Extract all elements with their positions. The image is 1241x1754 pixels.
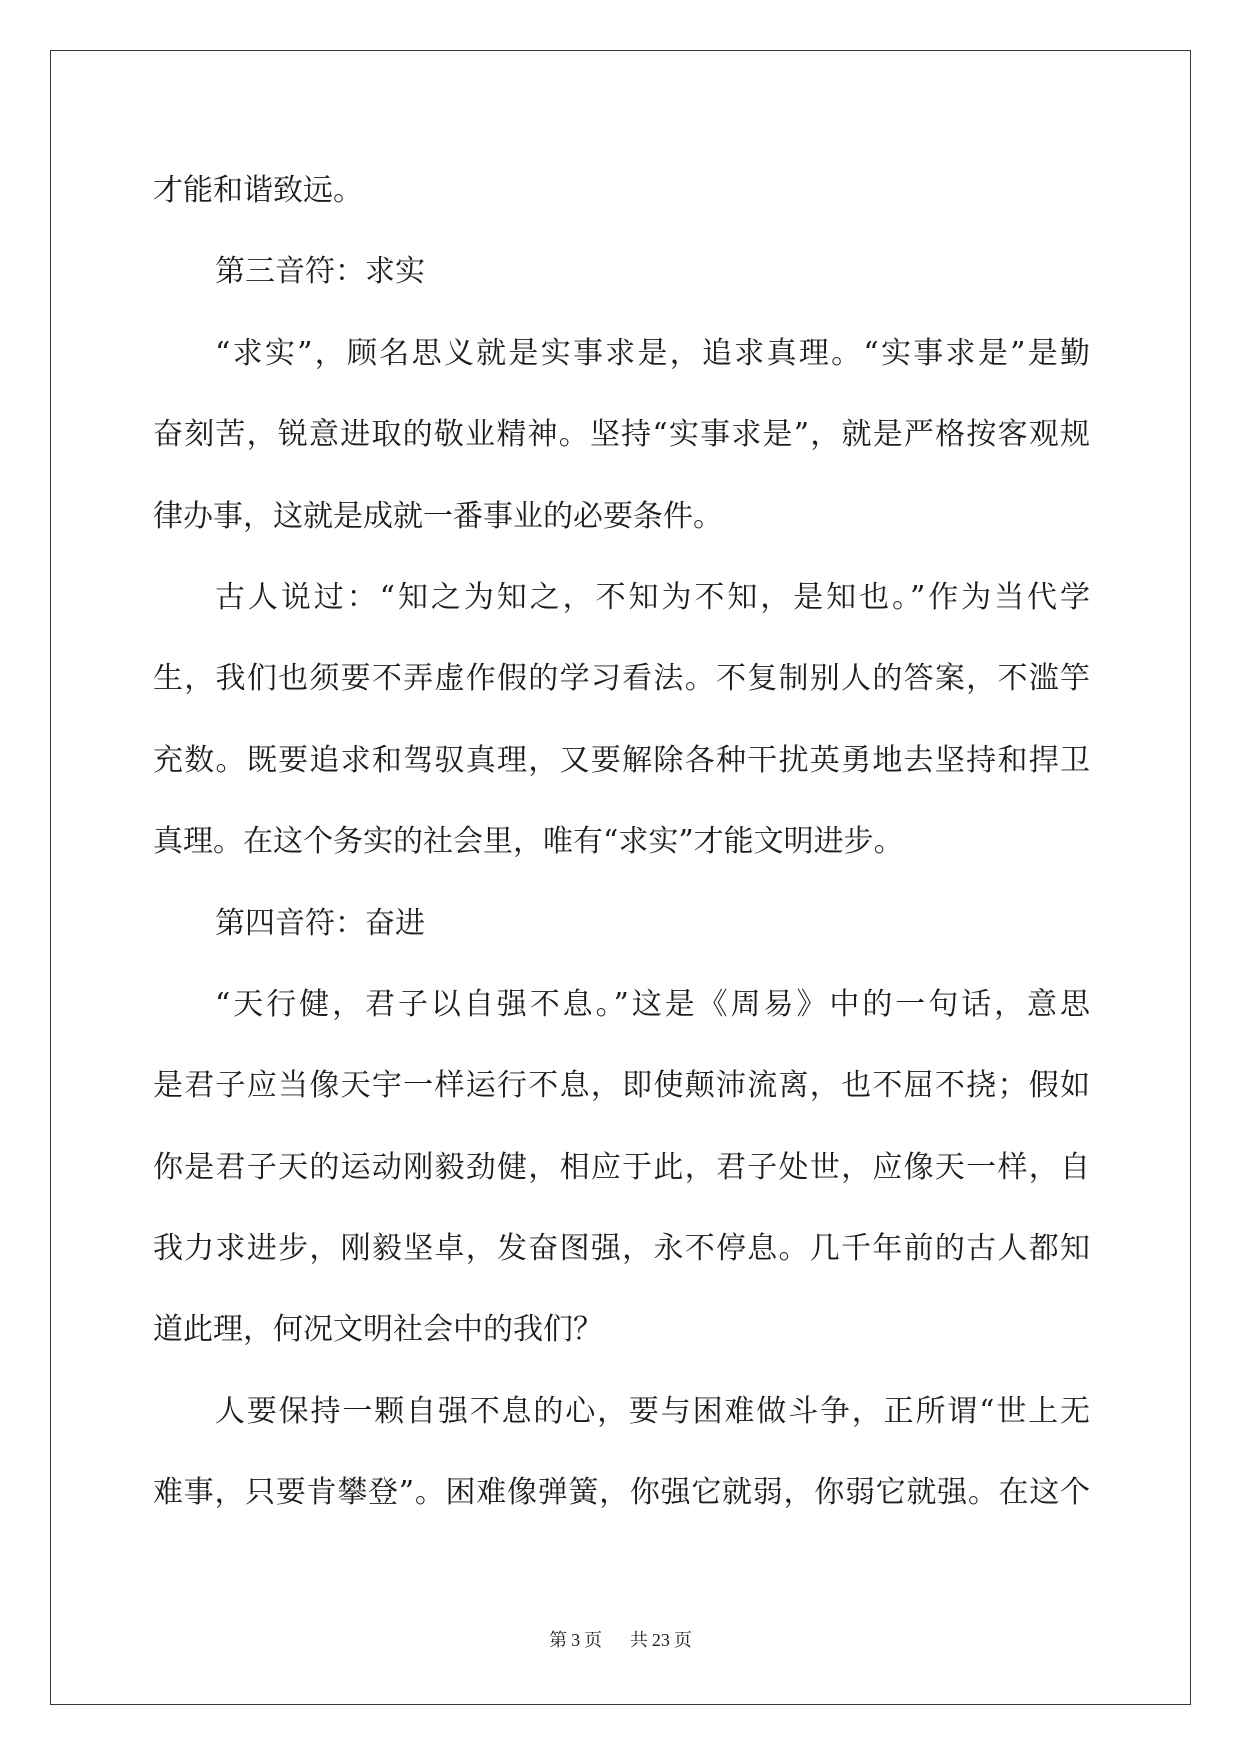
paragraph — [153, 313, 1090, 557]
paragraph-line: 才能和谐致远。 — [153, 173, 363, 208]
paragraph-line: 是君子应当像天宇一样运行不息，即使颠沛流离，也不屈不挠；假如 — [153, 1068, 1090, 1104]
footer-text: 共 — [629, 1630, 648, 1651]
footer-text: 页 — [673, 1630, 692, 1651]
paragraph-line: 道此理，何况文明社会中的我们？ — [153, 1312, 603, 1348]
total-page-count: 23 — [651, 1630, 670, 1650]
page-footer — [0, 1625, 1241, 1655]
section-heading: 第三音符：求实 — [215, 254, 425, 290]
paragraph-line: “天行健，君子以自强不息。”这是《周易》中的一句话，意思 — [215, 986, 1090, 1022]
page-number-label — [549, 1630, 608, 1651]
section-heading: 第四音符：奋进 — [215, 905, 425, 941]
paragraph-line: 律办事，这就是成就一番事业的必要条件。 — [153, 498, 723, 534]
paragraph-line: 古人说过：“知之为知之，不知为不知，是知也。”作为当代学 — [215, 579, 1090, 615]
paragraph-line: 奋刻苦，锐意进取的敬业精神。坚持“实事求是”，就是严格按客观规 — [153, 417, 1090, 453]
paragraph-line: 真理。在这个务实的社会里，唯有“求实”才能文明进步。 — [153, 824, 904, 860]
paragraph — [153, 964, 1090, 1371]
footer-text: 页 — [584, 1630, 603, 1651]
paragraph-line: 人要保持一颗自强不息的心，要与困难做斗争，正所谓“世上无 — [215, 1393, 1090, 1429]
section-fourth-note — [153, 883, 1090, 1534]
section-third-note — [153, 231, 1090, 882]
paragraph-line: 我力求进步，刚毅坚卓，发奋图强，永不停息。几千年前的古人都知 — [153, 1231, 1090, 1267]
paragraph-line: 充数。既要追求和驾驭真理，又要解除各种干扰英勇地去坚持和捍卫 — [153, 742, 1090, 778]
document-body — [153, 150, 1090, 1534]
paragraph-line: “求实”，顾名思义就是实事求是，追求真理。“实事求是”是勤 — [215, 335, 1090, 371]
paragraph-line: 生，我们也须要不弄虚作假的学习看法。不复制别人的答案，不滥竽 — [153, 661, 1090, 697]
paragraph — [153, 557, 1090, 883]
paragraph-continuation — [153, 150, 1090, 231]
current-page-number: 3 — [571, 1630, 581, 1650]
paragraph — [153, 1371, 1090, 1534]
paragraph-line: 你是君子天的运动刚毅劲健，相应于此，君子处世，应像天一样，自 — [153, 1149, 1090, 1185]
page-total-label — [630, 1630, 692, 1651]
footer-text: 第 — [549, 1630, 568, 1651]
paragraph-line: 难事，只要肯攀登”。困难像弹簧，你强它就弱，你弱它就强。在这个 — [153, 1475, 1090, 1511]
